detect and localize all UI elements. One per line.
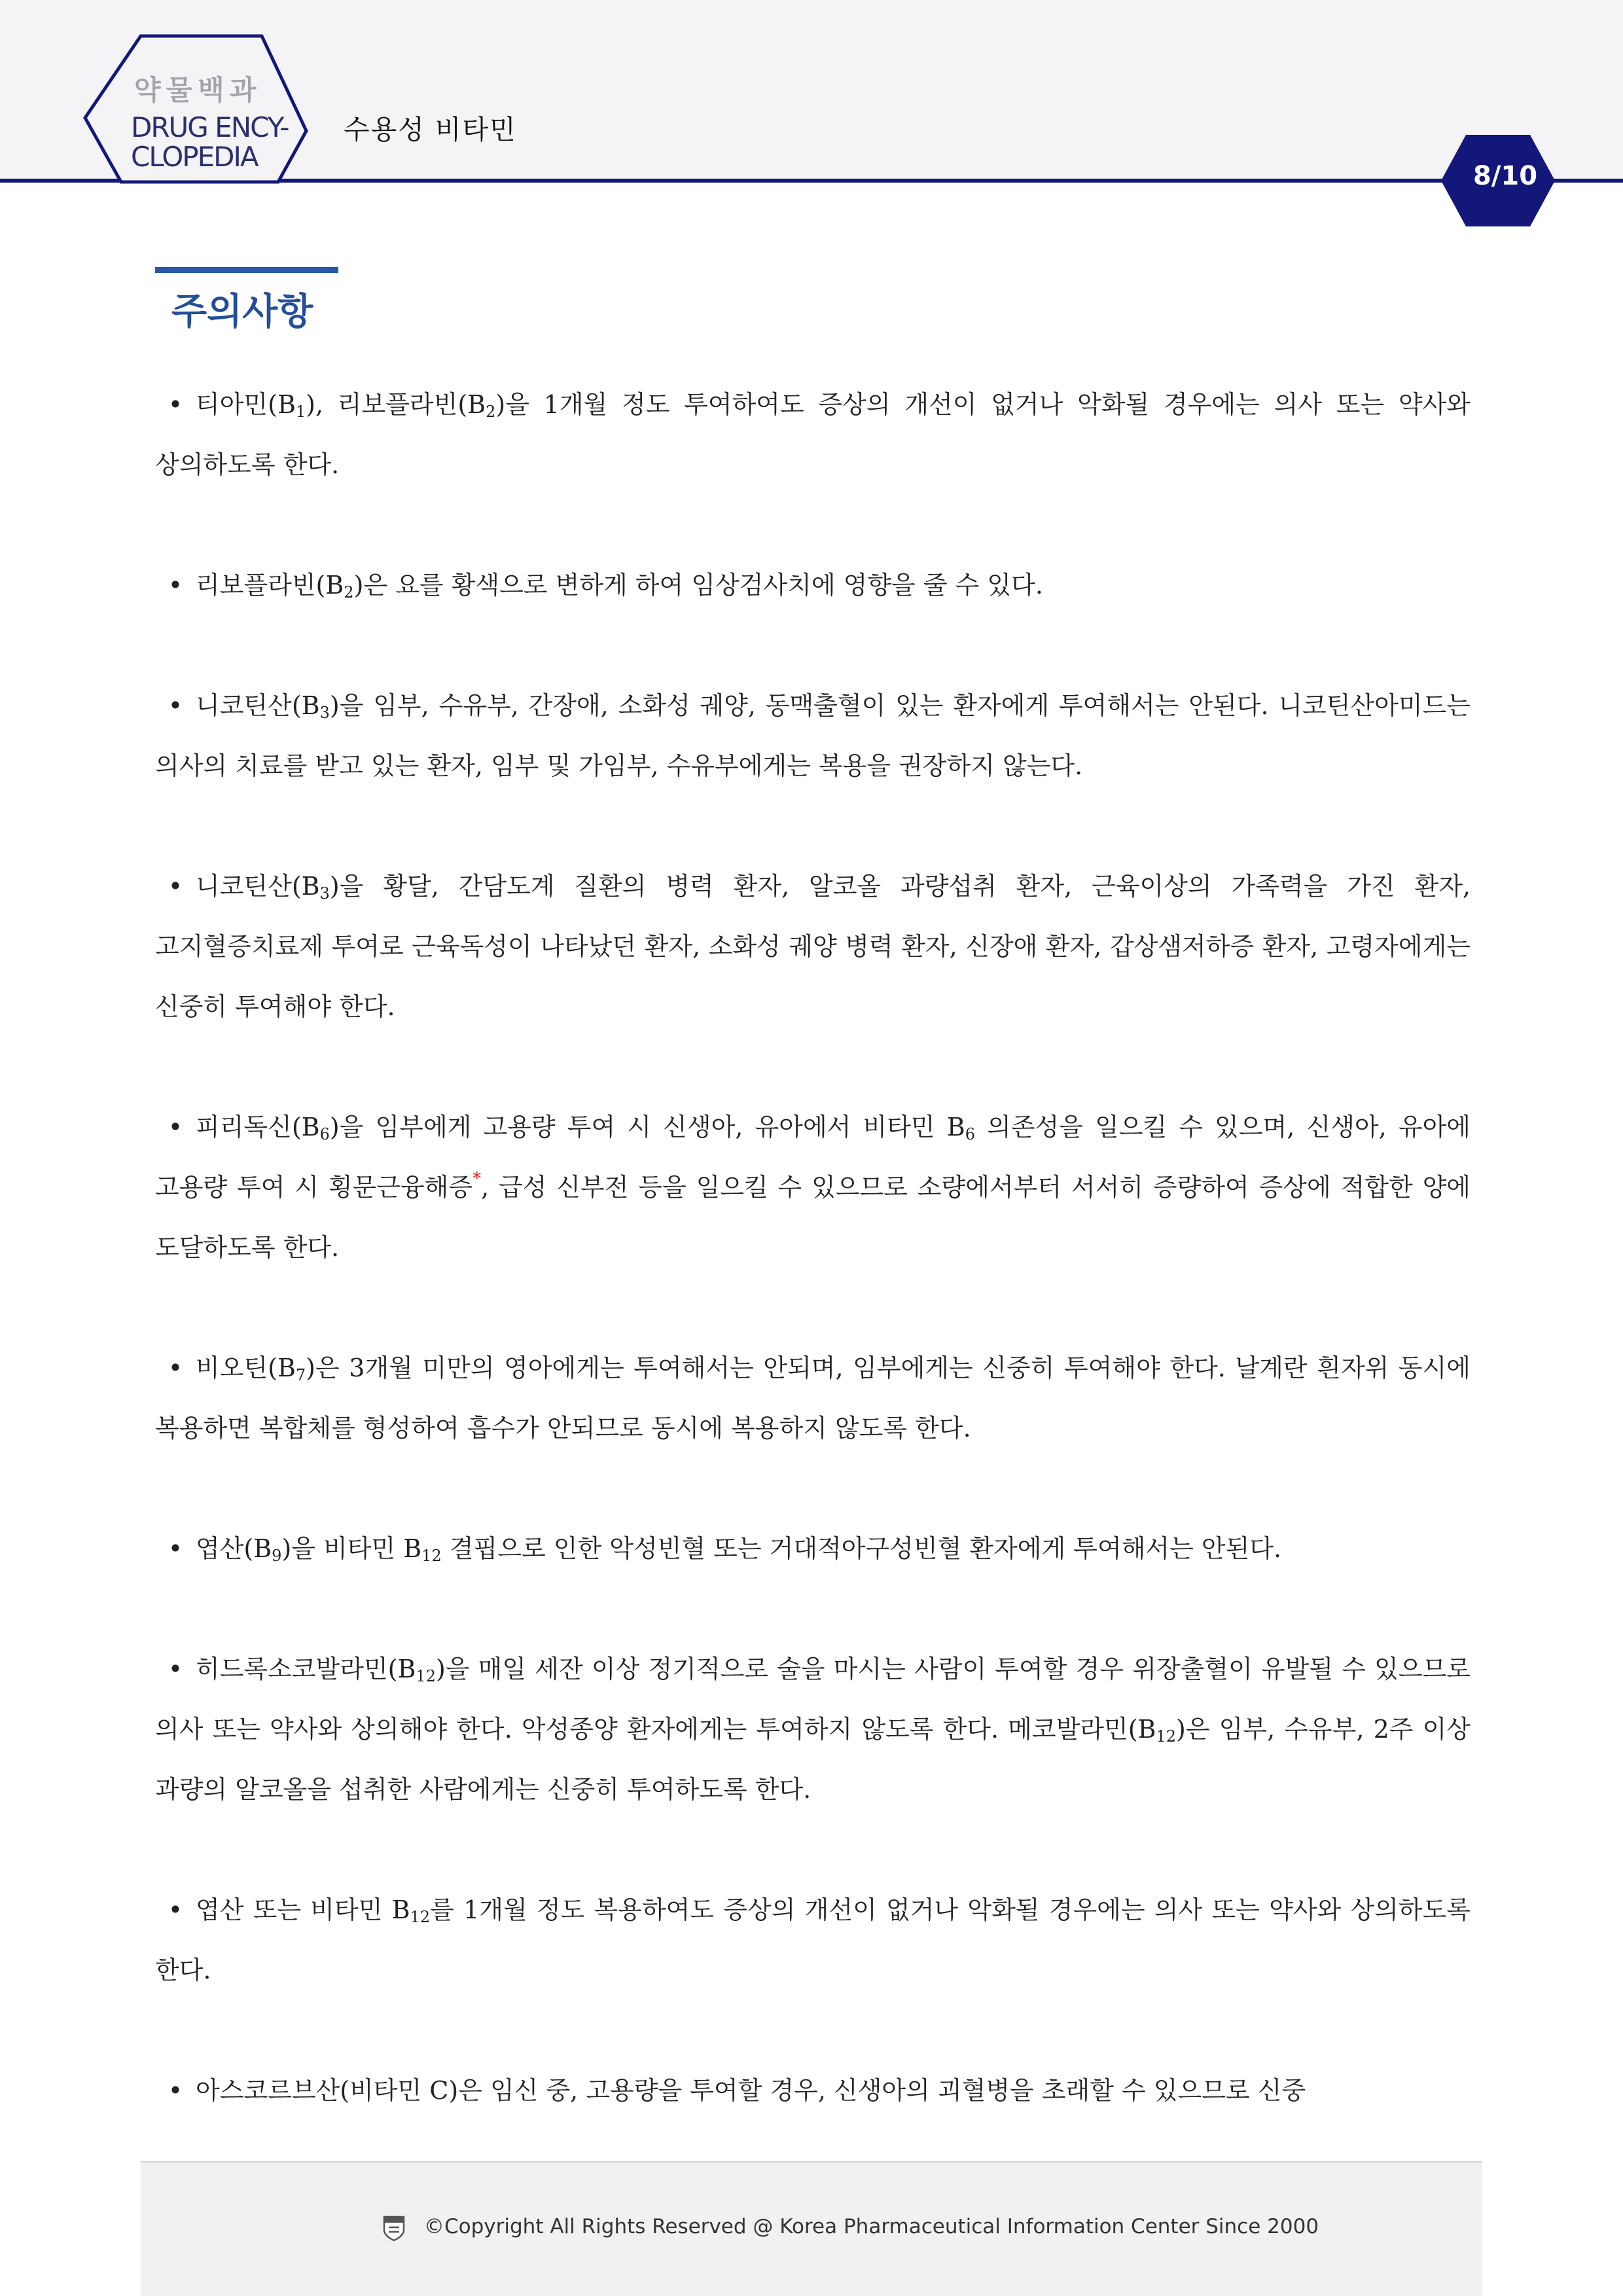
- bullet-icon: •: [168, 1655, 183, 1683]
- bullet-icon: •: [168, 872, 183, 901]
- page-number: 8/10: [1472, 161, 1538, 191]
- logo-english-line2: CLOPEDIA: [131, 141, 258, 173]
- list-item: • 니코틴산$(B_3)$을 황달, 간담도계 질환의 병력 환자, 알코올 과량섭취 환자, 근육이상의 가족력을 가진 환자, 고지혈증치료제 투여로 근육독성이 나타났던 환자, 소화성 궤양 병력 환자, 신장애 환자, 갑상샘저하증 환자, 고령자에게는 신중히 투여해야 한다.: [155, 856, 1471, 1037]
- precautions-list: [155, 374, 1471, 2121]
- bullet-icon: •: [168, 390, 183, 419]
- list-item: • 리보플라빈$(B_2)$은 요를 황색으로 변하게 하여 임상검사치에 영향을 줄 수 있다.: [155, 555, 1471, 615]
- bullet-icon: •: [168, 2076, 183, 2105]
- list-item: • 아스코르브산(비타민 C)은 임신 중, 고용량을 투여할 경우, 신생아의 괴혈병을 초래할 수 있으므로 신중: [155, 2060, 1471, 2121]
- bullet-icon: •: [168, 571, 183, 600]
- list-item: • 히드록소코발라민$(B_{12})$을 매일 세잔 이상 정기적으로 술을 마시는 사람이 투여할 경우 위장출혈이 유발될 수 있으므로 의사 또는 약사와 상의해야 한다. 악성종양 환자에게는 투여하지 않도록 한다. 메코발라민$(B_{12})$은 임부, 수유부, 2주 이상 과량의 알코올을 섭취한 사람에게는 신중히 투여하도록 한다.: [155, 1639, 1471, 1820]
- list-item: • 니코틴산$(B_3)$을 임부, 수유부, 간장애, 소화성 궤양, 동맥출혈이 있는 환자에게 투여해서는 안된다. 니코틴산아미드는 의사의 치료를 받고 있는 환자, 임부 및 가임부, 수유부에게는 복용을 권장하지 않는다.: [155, 675, 1471, 796]
- list-item: • 피리독신$(B_6)$을 임부에게 고용량 투여 시 신생아, 유아에서 비타민 $B_6$ 의존성을 일으킬 수 있으며, 신생아, 유아에 고용량 투여 시 횡문근융해증*, 급성 신부전 등을 일으킬 수 있으므로 소량에서부터 서서히 증량하여 증상에 적합한 양에 도달하도록 한다.: [155, 1097, 1471, 1278]
- footnote-mark: *: [473, 1169, 482, 1189]
- logo-korean: 약물백과: [134, 74, 262, 106]
- footer-copyright: ©Copyright All Rights Reserved @ Korea Pharmaceutical Information Center Since 2000: [424, 2215, 1319, 2238]
- bullet-icon: •: [168, 1354, 183, 1382]
- list-item: • 엽산 또는 비타민 $B_{12}$를 1개월 정도 복용하여도 증상의 개선이 없거나 악화될 경우에는 의사 또는 약사와 상의하도록 한다.: [155, 1880, 1471, 2000]
- list-item: • 비오틴$(B_7)$은 3개월 미만의 영아에게는 투여해서는 안되며, 임부에게는 신중히 투여해야 한다. 날계란 흰자위 동시에 복용하면 복합체를 형성하여 흡수가 안되므로 동시에 복용하지 않도록 한다.: [155, 1338, 1471, 1458]
- logo-english-line1: DRUG ENCY-: [131, 111, 289, 143]
- section-title: 주의사항: [171, 291, 313, 333]
- bullet-icon: •: [168, 1895, 183, 1924]
- header-title: 수용성 비타민: [344, 114, 517, 145]
- list-item: • 엽산$(B_9)$을 비타민 $B_{12}$ 결핍으로 인한 악성빈혈 또는 거대적아구성빈혈 환자에게 투여해서는 안된다.: [155, 1518, 1471, 1579]
- bullet-icon: •: [168, 1113, 183, 1141]
- section-accent-bar: [155, 267, 338, 273]
- list-item: • 티아민$(B_1)$, 리보플라빈$(B_2)$을 1개월 정도 투여하여도 증상의 개선이 없거나 악화될 경우에는 의사 또는 약사와 상의하도록 한다.: [155, 374, 1471, 495]
- kpic-emblem-icon: [383, 2215, 405, 2242]
- bullet-icon: •: [168, 691, 183, 720]
- bullet-icon: •: [168, 1534, 183, 1563]
